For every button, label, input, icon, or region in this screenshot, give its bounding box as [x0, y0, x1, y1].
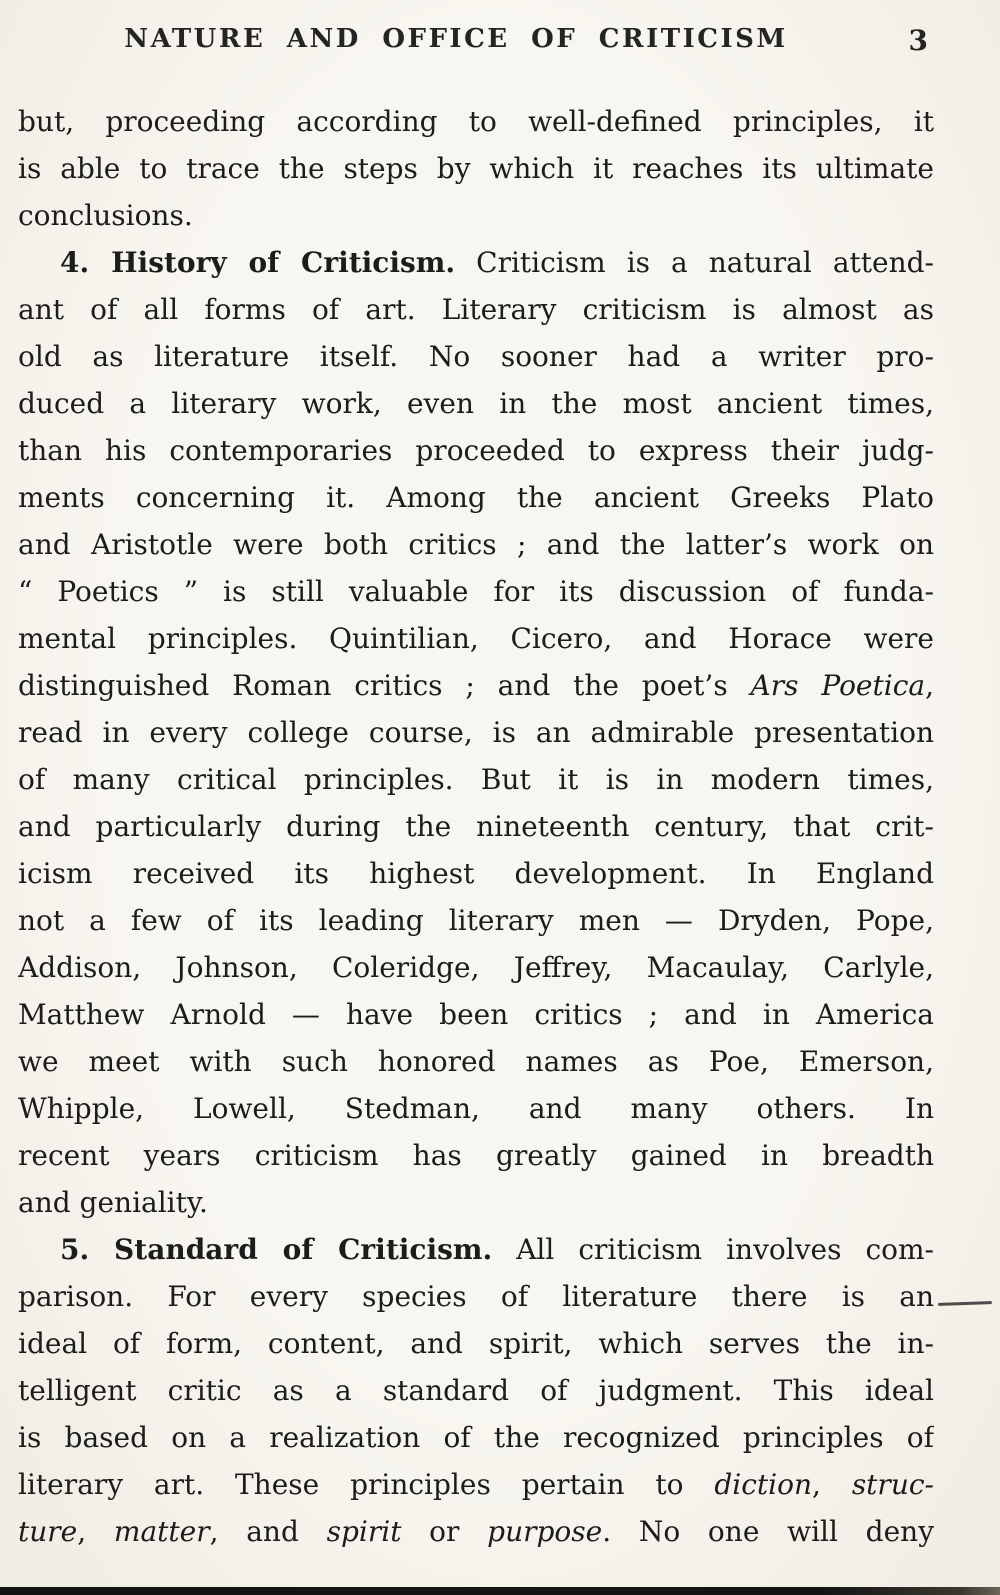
- text-line: [18, 991, 934, 1038]
- italic-text: ture: [18, 1515, 78, 1548]
- text-line: [18, 98, 934, 145]
- body-text: Whipple, Lowell, Stedman, and many others. In: [18, 1092, 934, 1125]
- italic-text: purpose: [487, 1515, 603, 1548]
- text-line: [18, 1226, 934, 1273]
- body-text: than his contemporaries proceeded to express their judg-: [18, 434, 934, 467]
- text-line: [18, 568, 934, 615]
- body-text: . No one will deny: [602, 1515, 934, 1548]
- body-text: is able to trace the steps by which it reaches its ultimate: [18, 152, 934, 185]
- body-text: distinguished Roman critics ; and the poet’s: [18, 669, 751, 702]
- text-line: [18, 474, 934, 521]
- body-text: , and: [209, 1515, 327, 1548]
- italic-text: matter: [113, 1515, 210, 1548]
- body-text: telligent critic as a standard of judgment. This ideal: [18, 1374, 934, 1407]
- body-text: and Aristotle were both critics ; and the latter’s work on: [18, 528, 934, 561]
- text-line: [18, 1414, 934, 1461]
- italic-text: struc-: [851, 1468, 934, 1501]
- body-text: ,: [812, 1468, 852, 1501]
- body-text: icism received its highest development. In England: [18, 857, 934, 890]
- body-text: read in every college course, is an admirable presentation: [18, 716, 934, 749]
- text-line: [18, 897, 934, 944]
- text-line: [18, 286, 934, 333]
- body-text: or: [401, 1515, 488, 1548]
- text-line: [18, 427, 934, 474]
- body-text: ,: [77, 1515, 114, 1548]
- body-text: “ Poetics ” is still valuable for its discussion of funda-: [18, 575, 934, 608]
- text-line: [18, 944, 934, 991]
- text-line: [18, 615, 934, 662]
- text-line: [18, 380, 934, 427]
- body-text: Criticism is a natural attend-: [455, 246, 934, 279]
- running-header: [18, 24, 934, 68]
- text-line: [18, 1461, 934, 1508]
- body-text: recent years criticism has greatly gained in breadth: [18, 1139, 934, 1172]
- body-text: and particularly during the nineteenth century, that crit-: [18, 810, 934, 843]
- body-text: we meet with such honored names as Poe, Emerson,: [18, 1045, 934, 1078]
- italic-text: diction: [714, 1468, 813, 1501]
- text-line: [18, 803, 934, 850]
- text-line: [18, 709, 934, 756]
- bold-text: 4. History of Criticism.: [60, 246, 456, 279]
- page-number: 3: [908, 24, 928, 57]
- body-text: ,: [925, 669, 934, 702]
- body-text: conclusions.: [18, 199, 193, 232]
- body-text: All criticism involves com-: [492, 1233, 934, 1266]
- text-line: [18, 1085, 934, 1132]
- paragraph: [18, 1226, 934, 1555]
- italic-text: spirit: [326, 1515, 402, 1548]
- text-line: [18, 521, 934, 568]
- text-line: [18, 756, 934, 803]
- text-line: [18, 850, 934, 897]
- body-text: ideal of form, content, and spirit, which serves the in-: [18, 1327, 934, 1360]
- body-text: Addison, Johnson, Coleridge, Jeffrey, Macaulay, Carlyle,: [18, 951, 934, 984]
- text-line: [18, 192, 934, 239]
- italic-text: Ars Poetica: [750, 669, 926, 702]
- text-line: [18, 1320, 934, 1367]
- body-text: of many critical principles. But it is in modern times,: [18, 763, 934, 796]
- body-text: but, proceeding according to well-defined principles, it: [18, 105, 934, 138]
- paragraph: [18, 239, 934, 1226]
- text-line: [18, 333, 934, 380]
- scan-edge-bottom: [0, 1587, 1000, 1595]
- text-line: [18, 1367, 934, 1414]
- body-text: literary art. These principles pertain to: [18, 1468, 715, 1501]
- text-line: [18, 1038, 934, 1085]
- page-title: NATURE AND OFFICE OF CRITICISM: [124, 24, 788, 54]
- body-text: Matthew Arnold — have been critics ; and in America: [18, 998, 934, 1031]
- page-body: [18, 98, 934, 1555]
- text-line: [18, 239, 934, 286]
- body-text: parison. For every species of literature there is an: [18, 1280, 934, 1313]
- body-text: is based on a realization of the recognized principles of: [18, 1421, 934, 1454]
- text-line: [18, 1508, 934, 1555]
- body-text: duced a literary work, even in the most ancient times,: [18, 387, 934, 420]
- bold-text: 5. Standard of Criticism.: [60, 1233, 493, 1266]
- text-line: [18, 1179, 934, 1226]
- text-line: [18, 1132, 934, 1179]
- body-text: ments concerning it. Among the ancient Greeks Plato: [18, 481, 934, 514]
- body-text: mental principles. Quintilian, Cicero, and Horace were: [18, 622, 934, 655]
- body-text: and geniality.: [18, 1186, 208, 1219]
- text-line: [18, 662, 934, 709]
- paragraph: [18, 98, 934, 239]
- body-text: old as literature itself. No sooner had a writer pro-: [18, 340, 934, 373]
- body-text: ant of all forms of art. Literary criticism is almost as: [18, 293, 934, 326]
- body-text: not a few of its leading literary men — Dryden, Pope,: [18, 904, 934, 937]
- text-line: [18, 145, 934, 192]
- text-line: [18, 1273, 934, 1320]
